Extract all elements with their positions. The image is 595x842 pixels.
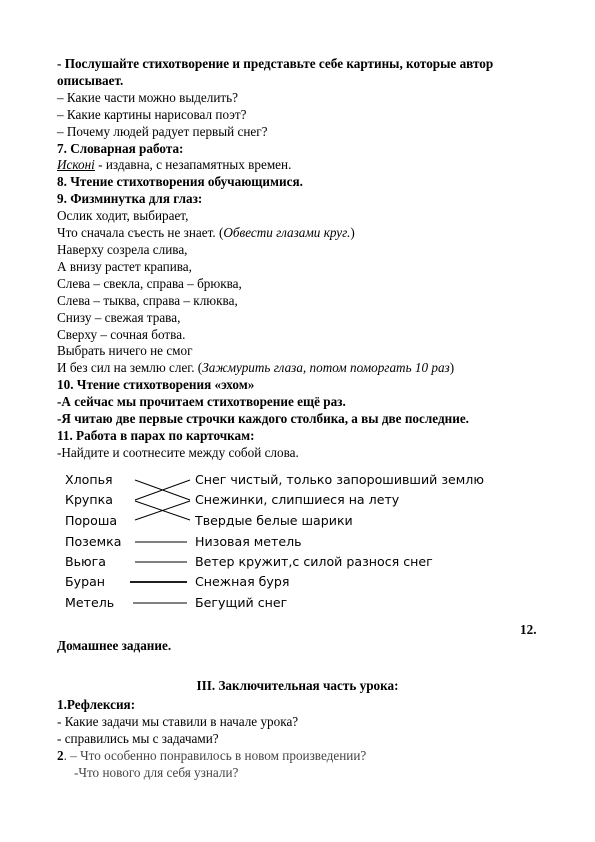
match-left-word: Поземка: [65, 534, 122, 549]
vocab-definition: - издавна, с незапамятных времен.: [94, 157, 292, 173]
match-left-word: Вьюга: [65, 554, 106, 569]
match-left-word: Буран: [65, 574, 106, 589]
text-line: – Почему людей радует первый снег?: [57, 123, 268, 139]
text-line: -А сейчас мы прочитаем стихотворение ещё раз.: [57, 394, 346, 410]
poem-line: Снизу – свежая трава,: [57, 309, 181, 325]
poem-line: Выбрать ничего не смог: [57, 343, 193, 359]
poem-instruction: Зажмурить глаза, потом поморгать 10 раз: [202, 360, 450, 376]
match-left-word: Хлопья: [65, 472, 113, 487]
section-heading: 9. Физминутка для глаз:: [57, 191, 203, 207]
poem-line: Слева – свекла, справа – брюква,: [57, 275, 242, 291]
text-line: -Я читаю две первые строчки каждого столбика, а вы две последние.: [57, 411, 469, 427]
document-body: [57, 56, 547, 462]
match-right-definition: Снег чистый, только запорошивший землю: [195, 472, 484, 487]
match-right-definition: Твердые белые шарики: [195, 513, 353, 528]
section-heading: 10. Чтение стихотворения «эхом»: [57, 377, 255, 393]
poem-line: Сверху – сочная ботва.: [57, 326, 186, 342]
poem-text: Что сначала съесть не знает. (: [57, 225, 224, 241]
match-right-definition: Снежинки, слипшиеся на лету: [195, 492, 400, 507]
poem-text: ): [350, 225, 355, 241]
poem-text: ): [449, 360, 455, 376]
match-right-definition: Бегущий снег: [195, 595, 288, 610]
match-right-definition: Низовая метель: [195, 534, 302, 549]
text-line: описывает.: [57, 72, 124, 88]
matching-exercise: [65, 472, 525, 618]
match-left-word: Крупка: [65, 492, 113, 507]
section-heading: 11. Работа в парах по карточкам:: [57, 427, 255, 443]
text-line: - справились мы с задачами?: [57, 730, 219, 746]
homework-heading: Домашнее задание.: [57, 638, 172, 653]
poem-line: [57, 225, 547, 242]
text-line: - Какие задачи мы ставили в начале урока?: [57, 713, 299, 729]
section-heading: 7. Словарная работа:: [57, 140, 184, 156]
poem-text: И без сил на землю слег. (: [57, 360, 203, 376]
closing-section: [57, 697, 547, 782]
question-text: . – Что особенно понравилось в новом произведении?: [63, 747, 367, 763]
text-line: -Что нового для себя узнали?: [74, 764, 239, 780]
section-heading: 8. Чтение стихотворения обучающимися.: [57, 174, 303, 190]
text-line: – Какие картины нарисовал поэт?: [57, 106, 247, 122]
poem-line: А внизу растет крапива,: [57, 258, 192, 274]
match-right-definition: Ветер кружит,с силой разнося снег: [195, 554, 433, 569]
section-title: III. Заключительная часть урока:: [196, 678, 399, 693]
text-line: - Послушайте стихотворение и представьте себе картины, которые автор: [57, 56, 494, 71]
poem-line: Ослик ходит, выбирает,: [57, 208, 189, 224]
poem-line: Наверху созрела слива,: [57, 241, 188, 257]
vocab-word: Исконі: [57, 157, 95, 173]
text-line: [57, 748, 547, 765]
text-line: – Какие части можно выделить?: [57, 89, 239, 105]
poem-line: [57, 360, 547, 377]
poem-instruction: Обвести глазами круг.: [223, 225, 351, 241]
match-right-definition: Снежная буря: [195, 574, 290, 589]
poem-line: Слева – тыква, справа – клюква,: [57, 292, 238, 308]
reflection-heading: 1.Рефлексия:: [57, 697, 136, 712]
match-left-word: Пороша: [65, 513, 118, 528]
item-number: 12.: [520, 622, 537, 637]
match-left-word: Метель: [65, 595, 115, 610]
item-number: 2: [57, 747, 64, 763]
vocab-line: [57, 157, 547, 174]
text-line: -Найдите и соотнесите между собой слова.: [57, 444, 299, 460]
